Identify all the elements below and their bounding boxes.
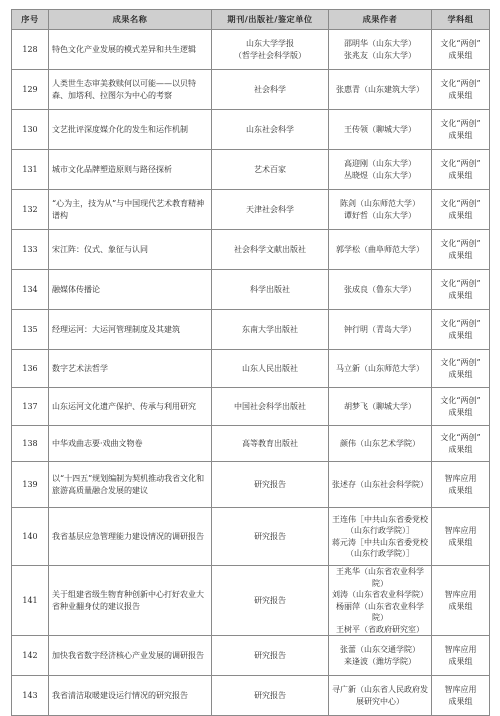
group-line: 文化“两创” — [440, 433, 481, 442]
authors-cell — [329, 426, 432, 462]
table-row — [12, 426, 490, 462]
result-title: 以“十四五”规划编制为契机推动我省文化和旅游高质量融合发展的建议 — [49, 462, 212, 508]
group-cell — [432, 190, 490, 230]
table-row — [12, 230, 490, 270]
author-line: 杨丽萍（山东省农业科学院） — [336, 601, 424, 622]
results-table — [11, 9, 490, 716]
publisher-line: 山东大学学报 — [246, 39, 294, 48]
result-title: 宋江阵：仪式、象征与认同 — [49, 230, 212, 270]
publisher-line: 研究报告 — [254, 531, 286, 541]
group-line: 成果组 — [448, 290, 473, 300]
author-line: 谭好哲（山东大学） — [344, 210, 416, 220]
result-title: 特色文化产业发展的模式差异和共生逻辑 — [49, 30, 212, 70]
publisher-line: 社会科学文献出版社 — [234, 244, 306, 254]
table-row — [12, 566, 490, 636]
authors-cell — [329, 508, 432, 566]
group-line: 文化“两创” — [440, 358, 481, 367]
result-title: 文艺批评深度媒介化的发生和运作机制 — [49, 110, 212, 150]
publisher-line: 中国社会科学出版社 — [234, 401, 306, 411]
row-number: 133 — [12, 230, 49, 270]
result-title: 山东运河文化遗产保护、传承与利用研究 — [49, 388, 212, 426]
publisher-cell — [212, 270, 329, 310]
publisher-line: 研究报告 — [254, 690, 286, 700]
group-line: 成果组 — [448, 485, 473, 495]
table-header-row — [12, 10, 490, 30]
table-row — [12, 676, 490, 716]
group-line: 成果组 — [448, 210, 473, 220]
publisher-cell — [212, 190, 329, 230]
publisher-line: 艺术百家 — [254, 164, 286, 174]
result-title: 经理运河：大运河管理制度及其建筑 — [49, 310, 212, 350]
author-line: 丛晓煜（山东大学） — [344, 170, 416, 180]
authors-cell — [329, 462, 432, 508]
group-cell — [432, 350, 490, 388]
group-line: 成果组 — [448, 50, 473, 60]
author-line: 张成良（鲁东大学） — [344, 284, 416, 294]
authors-cell — [329, 190, 432, 230]
group-line: 智库应用 — [444, 685, 477, 694]
group-line: 成果组 — [448, 407, 473, 417]
publisher-cell — [212, 150, 329, 190]
publisher-line: 研究报告 — [254, 595, 286, 605]
group-line: 成果组 — [448, 90, 473, 100]
authors-cell — [329, 30, 432, 70]
table-row — [12, 270, 490, 310]
row-number: 142 — [12, 636, 49, 676]
table-row — [12, 462, 490, 508]
table-row — [12, 70, 490, 110]
author-line: 胡梦飞（聊城大学） — [344, 401, 416, 411]
authors-cell — [329, 70, 432, 110]
publisher-line: 社会科学 — [254, 84, 286, 94]
group-cell — [432, 30, 490, 70]
header-group: 学科组 — [432, 10, 490, 30]
result-title: 中华戏曲志要·戏曲文物卷 — [49, 426, 212, 462]
publisher-line: 研究报告 — [254, 479, 286, 489]
group-cell — [432, 310, 490, 350]
table-row — [12, 508, 490, 566]
publisher-cell — [212, 426, 329, 462]
row-number: 139 — [12, 462, 49, 508]
table-row — [12, 190, 490, 230]
group-line: 成果组 — [448, 601, 473, 611]
publisher-cell — [212, 310, 329, 350]
header-no: 序号 — [12, 10, 49, 30]
author-line: 邵明华（山东大学） — [344, 39, 416, 48]
row-number: 128 — [12, 30, 49, 70]
author-line: 王传领（聊城大学） — [344, 124, 416, 134]
row-number: 143 — [12, 676, 49, 716]
publisher-line: 研究报告 — [254, 650, 286, 660]
authors-cell — [329, 636, 432, 676]
group-line: 文化“两创” — [440, 319, 481, 328]
author-line: 郭学松（曲阜师范大学） — [336, 244, 424, 254]
author-line: 马立新（山东师范大学） — [336, 363, 424, 373]
result-title: “心为主，技为从”与中国现代艺术教育精神谱构 — [49, 190, 212, 230]
group-cell — [432, 636, 490, 676]
group-line: 智库应用 — [444, 645, 477, 654]
header-title: 成果名称 — [49, 10, 212, 30]
publisher-cell — [212, 388, 329, 426]
row-number: 131 — [12, 150, 49, 190]
publisher-cell — [212, 462, 329, 508]
group-line: 文化“两创” — [440, 396, 481, 405]
group-cell — [432, 388, 490, 426]
author-line: 张惠青（山东建筑大学） — [336, 84, 424, 94]
group-cell — [432, 230, 490, 270]
group-line: 文化“两创” — [440, 199, 481, 208]
author-line: （山东行政学院）］ — [346, 526, 414, 535]
publisher-line: 科学出版社 — [250, 284, 290, 294]
author-line: 高迎刚（山东大学） — [344, 159, 416, 168]
publisher-cell — [212, 110, 329, 150]
group-line: 文化“两创” — [440, 119, 481, 128]
header-publisher: 期刊/出版社/鉴定单位 — [212, 10, 329, 30]
group-cell — [432, 676, 490, 716]
publisher-cell — [212, 350, 329, 388]
publisher-cell — [212, 676, 329, 716]
result-title: 融媒体传播论 — [49, 270, 212, 310]
author-line: 展研究中心） — [356, 696, 404, 706]
group-cell — [432, 150, 490, 190]
group-cell — [432, 462, 490, 508]
group-cell — [432, 110, 490, 150]
table-row — [12, 636, 490, 676]
group-line: 成果组 — [448, 250, 473, 260]
group-line: 智库应用 — [444, 474, 477, 483]
authors-cell — [329, 270, 432, 310]
group-line: 文化“两创” — [440, 239, 481, 248]
publisher-line: 高等教育出版社 — [242, 438, 298, 448]
author-line: 钟行明（青岛大学） — [344, 324, 416, 334]
group-line: 文化“两创” — [440, 79, 481, 88]
row-number: 129 — [12, 70, 49, 110]
results-table-container — [11, 9, 489, 716]
group-line: 文化“两创” — [440, 279, 481, 288]
table-body — [12, 30, 490, 716]
table-row — [12, 388, 490, 426]
author-line: 来逢波（潍坊学院） — [344, 656, 416, 666]
group-line: 文化“两创” — [440, 159, 481, 168]
row-number: 135 — [12, 310, 49, 350]
author-line: 陈剑（山东师范大学） — [340, 199, 420, 208]
row-number: 141 — [12, 566, 49, 636]
group-cell — [432, 270, 490, 310]
publisher-cell — [212, 30, 329, 70]
row-number: 140 — [12, 508, 49, 566]
group-line: 成果组 — [448, 130, 473, 140]
table-row — [12, 30, 490, 70]
author-line: 张兆友（山东大学） — [344, 50, 416, 60]
result-title: 城市文化品牌塑造原则与路径探析 — [49, 150, 212, 190]
row-number: 134 — [12, 270, 49, 310]
publisher-cell — [212, 636, 329, 676]
publisher-cell — [212, 566, 329, 636]
author-line: 王兆华（山东省农业科学院） — [336, 567, 424, 588]
group-line: 文化“两创” — [440, 39, 481, 48]
author-line: 寻广新（山东省人民政府发 — [332, 685, 428, 694]
table-row — [12, 150, 490, 190]
group-line: 成果组 — [448, 369, 473, 379]
result-title: 人类世生态审美救赎何以可能——以贝特森、加塔利、拉图尔为中心的考察 — [49, 70, 212, 110]
group-cell — [432, 508, 490, 566]
header-authors: 成果作者 — [329, 10, 432, 30]
author-line: 颜伟（山东艺术学院） — [340, 438, 420, 448]
publisher-line: 山东社会科学 — [246, 124, 294, 134]
authors-cell — [329, 150, 432, 190]
publisher-line: 东南大学出版社 — [242, 324, 298, 334]
group-line: 成果组 — [448, 330, 473, 340]
group-line: 成果组 — [448, 444, 473, 454]
author-line: 张蕾（山东交通学院） — [340, 645, 420, 654]
group-cell — [432, 70, 490, 110]
row-number: 138 — [12, 426, 49, 462]
group-line: 成果组 — [448, 537, 473, 547]
authors-cell — [329, 310, 432, 350]
table-row — [12, 310, 490, 350]
row-number: 132 — [12, 190, 49, 230]
result-title: 加快我省数字经济核心产业发展的调研报告 — [49, 636, 212, 676]
authors-cell — [329, 350, 432, 388]
publisher-line: （哲学社会科学版） — [234, 50, 306, 60]
group-line: 成果组 — [448, 696, 473, 706]
table-row — [12, 350, 490, 388]
author-line: 王连伟［中共山东省委党校 — [332, 514, 428, 524]
result-title: 关于组建省级生物育种创新中心打好农业大省种业翻身仗的建议报告 — [49, 566, 212, 636]
group-line: 智库应用 — [444, 590, 477, 599]
publisher-line: 山东人民出版社 — [242, 363, 298, 373]
author-line: 刘涛（山东省农业科学院） — [332, 590, 428, 599]
group-line: 成果组 — [448, 170, 473, 180]
group-line: 成果组 — [448, 656, 473, 666]
authors-cell — [329, 566, 432, 636]
author-line: （山东行政学院）］ — [346, 549, 414, 558]
authors-cell — [329, 110, 432, 150]
result-title: 我省清洁取暖建设运行情况的研究报告 — [49, 676, 212, 716]
authors-cell — [329, 676, 432, 716]
author-line: 王树平（省政府研究室） — [336, 624, 424, 634]
row-number: 137 — [12, 388, 49, 426]
author-line: 张述存（山东社会科学院） — [332, 479, 428, 489]
result-title: 我省基层应急管理能力建设情况的调研报告 — [49, 508, 212, 566]
authors-cell — [329, 388, 432, 426]
publisher-cell — [212, 508, 329, 566]
authors-cell — [329, 230, 432, 270]
table-row — [12, 110, 490, 150]
publisher-cell — [212, 70, 329, 110]
publisher-line: 天津社会科学 — [246, 204, 294, 214]
publisher-cell — [212, 230, 329, 270]
group-cell — [432, 566, 490, 636]
group-line: 智库应用 — [444, 526, 477, 535]
group-cell — [432, 426, 490, 462]
result-title: 数字艺术法哲学 — [49, 350, 212, 388]
row-number: 136 — [12, 350, 49, 388]
row-number: 130 — [12, 110, 49, 150]
author-line: 蒋元涛［中共山东省委党校 — [332, 537, 428, 547]
